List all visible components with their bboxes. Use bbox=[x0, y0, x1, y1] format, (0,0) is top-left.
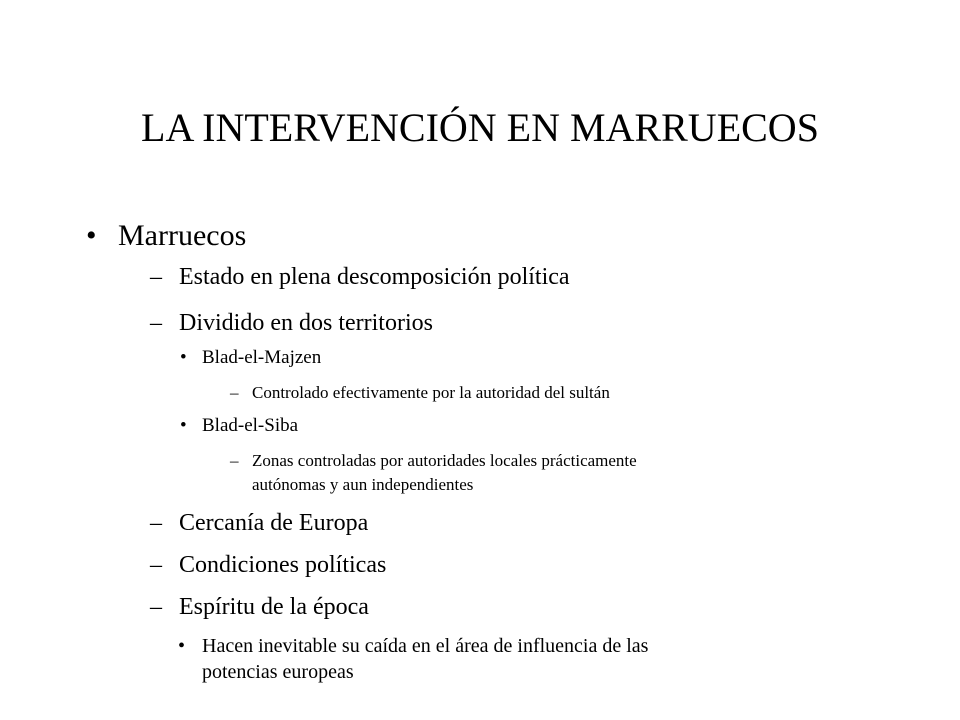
dash-icon: – bbox=[150, 310, 162, 336]
bullet-icon: • bbox=[86, 219, 97, 252]
dash-icon: – bbox=[230, 383, 239, 402]
dash-icon: – bbox=[150, 264, 162, 290]
sub-bullet-hacen-line2: potencias europeas bbox=[202, 661, 354, 683]
slide-title: LA INTERVENCIÓN EN MARRUECOS bbox=[141, 105, 819, 150]
sub-bullet-majzen: Blad-el-Majzen bbox=[202, 347, 322, 368]
bullet-marruecos: Marruecos bbox=[118, 219, 247, 252]
sub-bullet-siba: Blad-el-Siba bbox=[202, 415, 299, 436]
dash-icon: – bbox=[150, 552, 162, 578]
bullet-icon: • bbox=[180, 415, 187, 436]
detail-siba-line2: autónomas y aun independientes bbox=[252, 475, 474, 494]
sub-item-dividido: Dividido en dos territorios bbox=[179, 310, 433, 336]
sub-item-condiciones: Condiciones políticas bbox=[179, 552, 387, 578]
sub-item-estado: Estado en plena descomposición política bbox=[179, 264, 570, 290]
dash-icon: – bbox=[150, 594, 162, 620]
bullet-icon: • bbox=[180, 347, 187, 368]
sub-bullet-hacen-line1: Hacen inevitable su caída en el área de influencia de las bbox=[202, 635, 649, 657]
detail-majzen: Controlado efectivamente por la autoridad del sultán bbox=[252, 383, 610, 402]
dash-icon: – bbox=[150, 510, 162, 536]
sub-item-espiritu: Espíritu de la época bbox=[179, 594, 369, 620]
dash-icon: – bbox=[230, 451, 239, 470]
bullet-icon: • bbox=[178, 635, 186, 657]
sub-item-cercania: Cercanía de Europa bbox=[179, 510, 369, 536]
detail-siba-line1: Zonas controladas por autoridades locales prácticamente bbox=[252, 451, 637, 470]
